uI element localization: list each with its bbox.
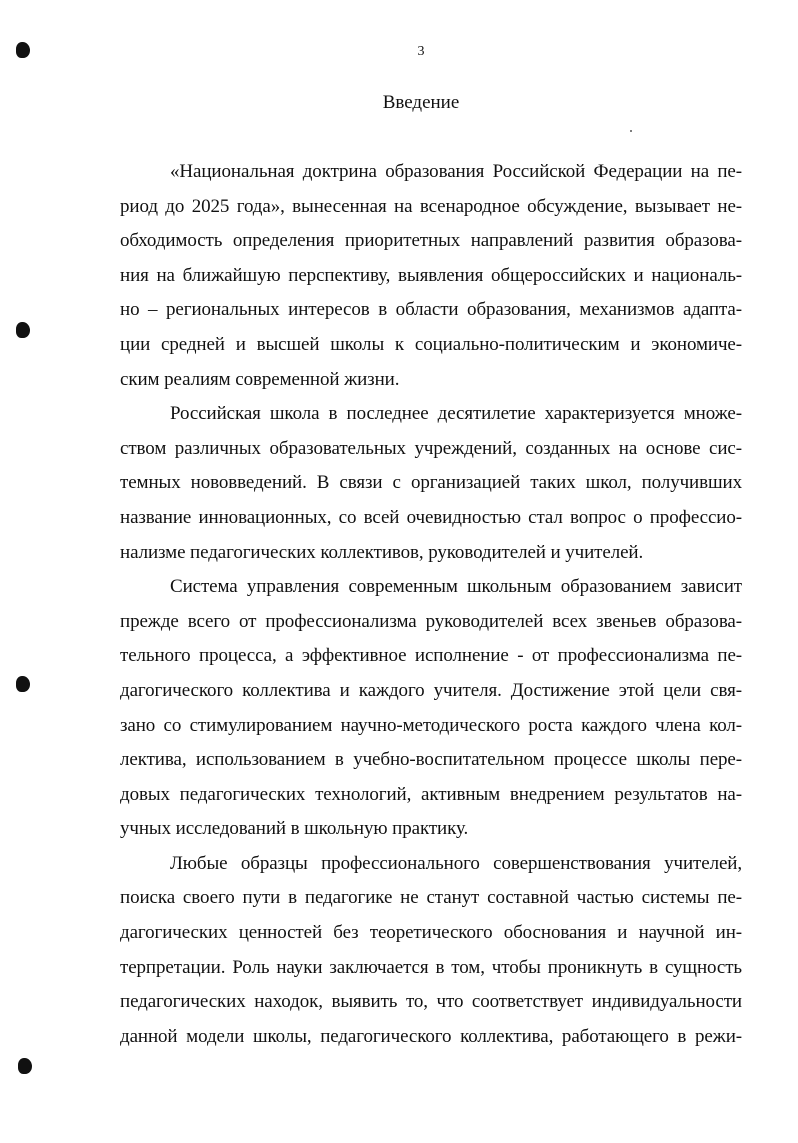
text-line: ским реалиям современной жизни.: [120, 368, 400, 390]
binding-hole: [18, 1058, 32, 1074]
text-line: лектива, использованием в учебно-воспитательном процессе школы пере-: [120, 749, 742, 771]
text-line: темных нововведений. В связи с организацией таких школ, получивших: [120, 472, 742, 494]
text-line: тельного процесса, а эффективное исполнение - от профессионализма пе-: [120, 645, 742, 667]
text-line: ции средней и высшей школы к социально-политическим и экономиче-: [120, 333, 742, 355]
text-line: ством различных образовательных учреждений, созданных на основе сис-: [120, 437, 742, 459]
text-line: педагогических находок, выявить то, что соответствует индивидуальности: [120, 991, 742, 1013]
text-line: риод до 2025 года», вынесенная на всенародное обсуждение, вызывает не-: [120, 195, 742, 217]
text-line: но – региональных интересов в области образования, механизмов адапта-: [120, 299, 742, 321]
text-line: нализме педагогических коллективов, руководителей и учителей.: [120, 541, 644, 563]
text-line: прежде всего от профессионализма руководителей всех звеньев образова-: [120, 610, 742, 632]
text-line: Любые образцы профессионального совершенствования учителей,: [170, 852, 742, 874]
page-number: 3: [417, 44, 425, 59]
binding-hole: [16, 322, 30, 338]
text-line: ния на ближайшую перспективу, выявления общероссийских и националь-: [120, 264, 742, 286]
text-line: учных исследований в школьную практику.: [120, 818, 469, 840]
page-heading: Введение: [382, 92, 460, 113]
text-line: терпретации. Роль науки заключается в том, чтобы проникнуть в сущность: [120, 956, 742, 978]
text-line: название инновационных, со всей очевидностью стал вопрос о профессио-: [120, 506, 742, 528]
text-line: «Национальная доктрина образования Российской Федерации на пе-: [170, 161, 742, 182]
text-line: данной модели школы, педагогического коллектива, работающего в режи-: [120, 1025, 742, 1047]
text-line: зано со стимулированием научно-методического роста каждого члена кол-: [120, 714, 742, 736]
text-line: поиска своего пути в педагогике не станут составной частью системы пе-: [120, 887, 742, 909]
scan-speck: [630, 130, 632, 132]
binding-hole: [16, 676, 30, 692]
text-line: довых педагогических технологий, активным внедрением результатов на-: [120, 783, 742, 805]
text-line: Система управления современным школьным образованием зависит: [170, 576, 742, 598]
document-body: [120, 155, 742, 1054]
text-line: дагогических ценностей без теоретического обоснования и научной ин-: [120, 922, 742, 944]
text-line: Российская школа в последнее десятилетие характеризуется множе-: [170, 403, 742, 425]
text-line: обходимость определения приоритетных направлений развития образова-: [120, 230, 742, 252]
text-line: дагогического коллектива и каждого учителя. Достижение этой цели свя-: [120, 679, 742, 701]
